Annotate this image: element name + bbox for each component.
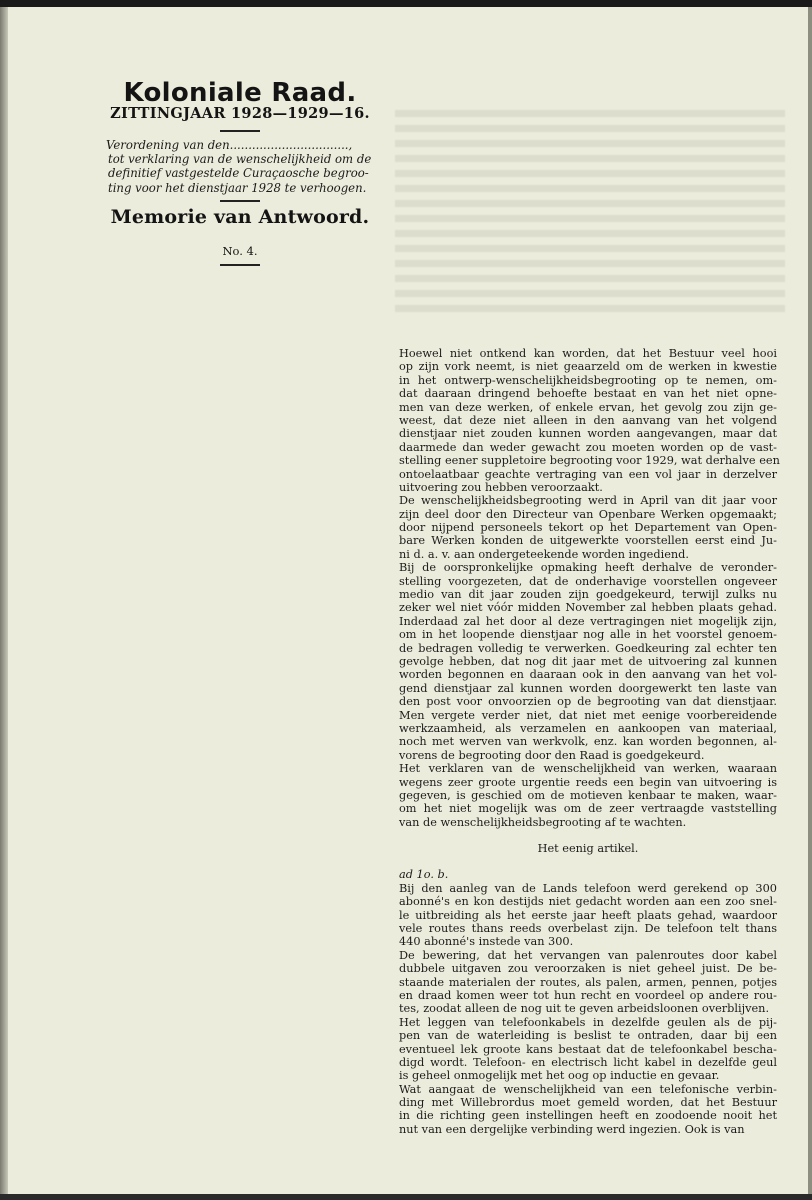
paragraph-line: men van deze werken, of enkele ervan, het gevolg zou zijn ge-	[399, 400, 777, 414]
paragraph-line: Inderdaad zal het door al deze vertragingen niet mogelijk zijn,	[399, 614, 777, 628]
paragraph-line: werkzaamheid, als verzamelen en aankoopen van materiaal,	[399, 721, 777, 735]
scan-top-edge	[0, 0, 812, 7]
paragraph-line: vorens de begrooting door den Raad is goedgekeurd.	[399, 748, 705, 762]
paragraph-line: digd wordt. Telefoon- en electrisch licht kabel in dezelfde geul	[399, 1055, 777, 1069]
paragraph-line: Hoewel niet ontkend kan worden, dat het Bestuur veel hooi	[399, 347, 777, 360]
paragraph-line: de bedragen volledig te verwerken. Goedkeuring zal echter ten	[399, 641, 777, 655]
paragraph-gap	[399, 855, 777, 868]
paragraph-line: in het ontwerp-wenschelijkheidsbegrooting op te nemen, om-	[399, 373, 777, 387]
paragraph-line: den post voor onvoorzien op de begrooting van dat dienstjaar.	[399, 695, 777, 709]
body-text	[399, 347, 780, 1136]
page-binding-edge	[0, 7, 8, 1200]
paragraph-line: door nijpend personeels tekort op het Departement van Open-	[399, 521, 777, 535]
paragraph-line: gegeven, is geschied om de motieven kenbaar te maken, waar-	[399, 788, 777, 802]
ordinance-line: definitief vastgestelde Curaçaosche begroo-	[108, 166, 369, 181]
paragraph-line: wegens zeer groote urgentie reeds een begin van uitvoering is	[399, 775, 777, 789]
paragraph-line: De wenschelijkheidsbegrooting werd in April van dit jaar voor	[399, 494, 777, 508]
paragraph-line: zeker wel niet vóór midden November zal hebben plaats gehad.	[399, 601, 777, 615]
paragraph-line: ni d. a. v. aan ondergeteekende worden ingediend.	[399, 547, 689, 561]
paragraph-line: noch met werven van werkvolk, enz. kan worden begonnen, al-	[399, 735, 777, 749]
paragraph-line: tes, zoodat alleen de nog uit te geven arbeidsloonen overblijven.	[399, 1002, 770, 1016]
paragraph-line: ontoelaatbaar geachte vertraging van een vol jaar in derzelver	[399, 467, 777, 481]
show-through-text	[395, 110, 785, 320]
paragraph-line: van de wenschelijkheidsbegrooting af te wachten.	[399, 815, 687, 829]
paragraph-line: en draad komen weer tot hun recht en voordeel op andere rou-	[399, 988, 777, 1002]
paragraph-line: De bewering, dat het vervangen van palenroutes door kabel	[399, 948, 777, 962]
document-number: No. 4.	[222, 244, 258, 258]
ordinance-line: tot verklaring van de wenschelijkheid om de	[108, 152, 372, 167]
memo-title: Memorie van Antwoord.	[110, 206, 370, 228]
divider-rule	[220, 264, 260, 266]
divider-rule	[220, 200, 260, 202]
page-right-edge	[808, 7, 812, 1200]
paragraph-line: uitvoering zou hebben veroorzaakt.	[399, 480, 603, 494]
ordinance-line: ting voor het dienstjaar 1928 te verhoogen.	[108, 180, 367, 195]
paragraph-line: is geheel onmogelijk met het oog op inductie en gevaar.	[399, 1069, 720, 1083]
paragraph-line: Het leggen van telefoonkabels in dezelfde geulen als de pij-	[399, 1015, 777, 1029]
paragraph-line: op zijn vork neemt, is niet geaarzeld om de werken in kwestie	[399, 360, 777, 374]
paragraph-line: le uitbreiding als het eerste jaar heeft plaats gehad, waardoor	[399, 908, 777, 922]
paragraph-line: dienstjaar niet zouden kunnen worden aangevangen, maar dat	[399, 427, 777, 441]
paragraph-line: abonné's en kon destijds niet gedacht worden aan een zoo snel-	[399, 895, 777, 909]
paragraph-gap	[399, 829, 777, 842]
paragraph-line: Bij de oorspronkelijke opmaking heeft derhalve de veronder-	[399, 561, 777, 575]
article-heading: Het eenig artikel.	[537, 842, 639, 856]
paragraph-line: om het niet mogelijk was om de zeer vertraagde vaststelling	[399, 802, 777, 816]
paragraph-line: zijn deel door den Directeur van Openbare Werken opgemaakt;	[399, 507, 777, 521]
ordinance-description	[106, 138, 372, 195]
article-subsection-label: ad 1o. b.	[399, 868, 449, 882]
paragraph-line: gevolge hebben, dat nog dit jaar met de uitvoering zal kunnen	[399, 654, 777, 668]
paragraph-line: pen van de waterleiding is beslist te ontraden, daar bij een	[399, 1029, 777, 1043]
paragraph-line: weest, dat deze niet alleen in den aanvang van het volgend	[399, 413, 777, 427]
paragraph-line: staande materialen der routes, als palen, armen, pennen, potjes	[399, 975, 777, 989]
paragraph-line: medio van dit jaar zouden zijn goedgekeurd, terwijl zulks nu	[399, 588, 777, 602]
paragraph-line: Bij den aanleg van de Lands telefoon werd gerekend op 300	[399, 881, 777, 895]
paragraph-line: worden begonnen en daaraan ook in den aanvang van het vol-	[399, 668, 777, 682]
paragraph-line: Wat aangaat de wenschelijkheid van een telefonische verbin-	[399, 1082, 777, 1096]
paragraph-line: 440 abonné's instede van 300.	[399, 935, 574, 949]
paragraph-line: stelling eener suppletoire begrooting voor 1929, wat derhalve een	[399, 454, 780, 468]
scan-bottom-edge	[0, 1194, 812, 1200]
paragraph-line: ding met Willebrordus moet gemeld worden, dat het Bestuur	[399, 1096, 777, 1110]
paragraph-line: dubbele uitgaven zou veroorzaken is niet geheel juist. De be-	[399, 962, 777, 976]
session-year: ZITTINGJAAR 1928—1929—16.	[110, 105, 370, 122]
divider-rule	[220, 130, 260, 132]
ordinance-line: Verordening van den................................,	[106, 138, 353, 152]
paragraph-line: in die richting geen instellingen heeft en zoodoende nooit het	[399, 1109, 777, 1123]
paragraph-line: Men vergete verder niet, dat niet met eenige voorbereidende	[399, 708, 777, 722]
paragraph-line: bare Werken konden de uitgewerkte voorstellen eerst eind Ju-	[399, 534, 777, 548]
paragraph-line: daarmede dan weder gewacht zou moeten worden op de vast-	[399, 440, 777, 454]
paragraph-line: nut van een dergelijke verbinding werd ingezien. Ook is van	[399, 1122, 745, 1136]
paragraph-line: dat daaraan dringend behoefte bestaat en van het niet opne-	[399, 387, 777, 401]
paragraph-line: vele routes thans reeds overbelast zijn. De telefoon telt thans	[399, 922, 777, 936]
paragraph-line: eventueel lek groote kans bestaat dat de telefoonkabel bescha-	[399, 1042, 777, 1056]
paragraph-line: om in het loopende dienstjaar nog alle in het voorstel genoem-	[399, 628, 777, 642]
council-title: Koloniale Raad.	[123, 78, 357, 108]
paragraph-line: gend dienstjaar zal kunnen worden doorgewerkt ten laste van	[399, 681, 777, 695]
paragraph-line: Het verklaren van de wenschelijkheid van werken, waaraan	[399, 762, 777, 776]
paragraph-line: stelling voorgezeten, dat de onderhavige voorstellen ongeveer	[399, 574, 777, 588]
